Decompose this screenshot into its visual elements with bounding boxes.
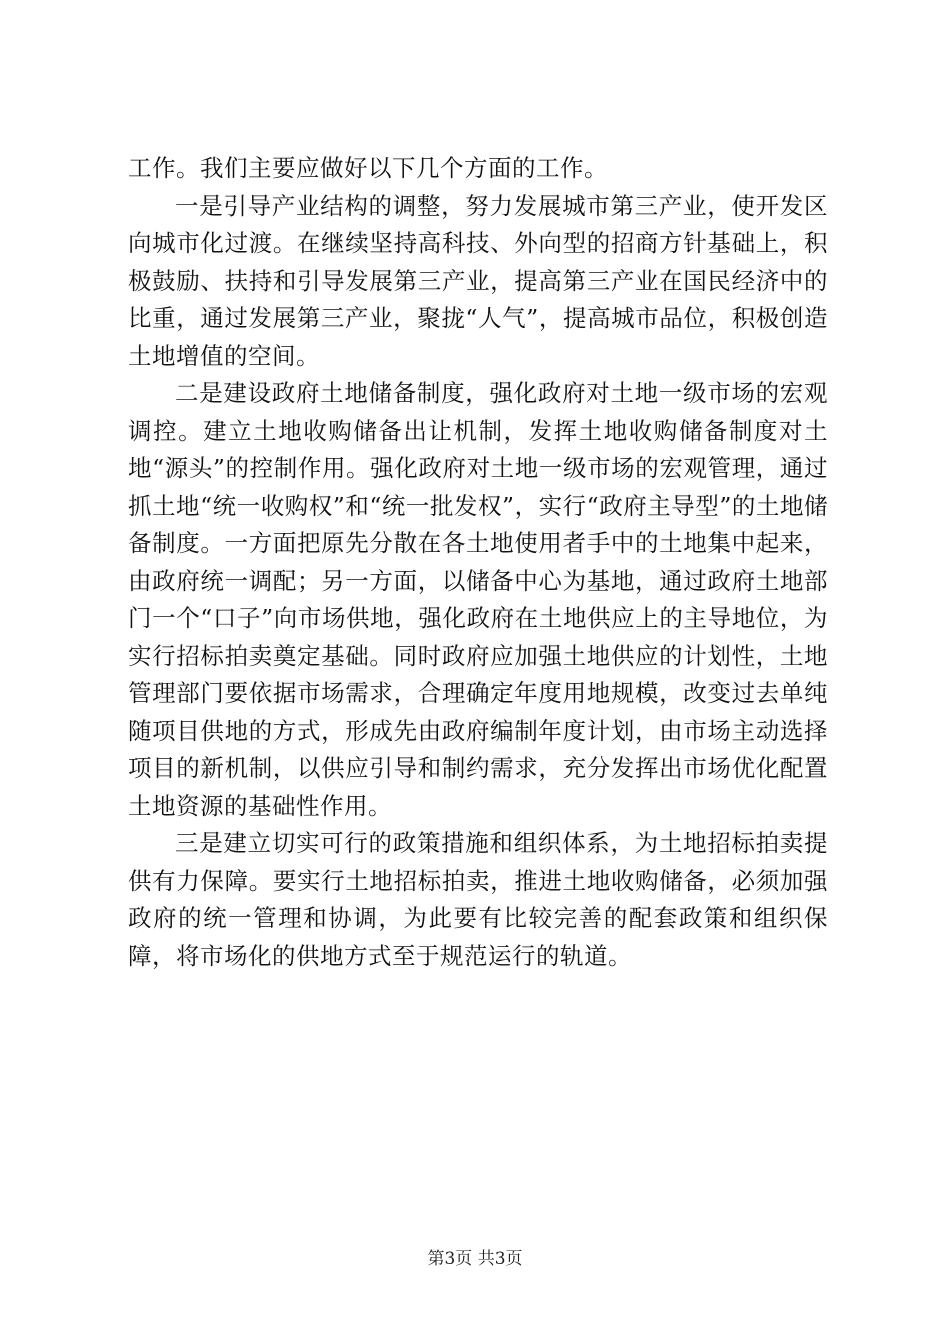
- paragraph-point-two: 二是建设政府土地储备制度，强化政府对土地一级市场的宏观调控。建立土地收购储备出让机制，发挥土地收购储备制度对土地“源头”的控制作用。强化政府对土地一级市场的宏观管理，通过抓土地“统一收购权”和“统一批发权”，实行“政府主导型”的土地储备制度。一方面把原先分散在各土地使用者手中的土地集中起来，由政府统一调配；另一方面，以储备中心为基地，通过政府土地部门一个“口子”向市场供地，强化政府在土地供应上的主导地位，为实行招标拍卖奠定基础。同时政府应加强土地供应的计划性，土地管理部门要依据市场需求，合理确定年度用地规模，改变过去单纯随项目供地的方式，形成先由政府编制年度计划，由市场主动选择项目的新机制，以供应引导和制约需求，充分发挥出市场优化配置土地资源的基础性作用。: [128, 379, 828, 820]
- document-body: [128, 150, 828, 975]
- page-number-footer: 第3页 共3页: [427, 1249, 523, 1269]
- paragraph-point-one: 一是引导产业结构的调整，努力发展城市第三产业，使开发区向城市化过渡。在继续坚持高科技、外向型的招商方针基础上，积极鼓励、扶持和引导发展第三产业，提高第三产业在国民经济中的比重，通过发展第三产业，聚拢“人气”，提高城市品位，积极创造土地增值的空间。: [128, 191, 828, 370]
- paragraph-point-three: 三是建立切实可行的政策措施和组织体系，为土地招标拍卖提供有力保障。要实行土地招标拍卖，推进土地收购储备，必须加强政府的统一管理和协调，为此要有比较完善的配套政策和组织保障，将市场化的供地方式至于规范运行的轨道。: [128, 829, 828, 970]
- paragraph-continuation: 工作。我们主要应做好以下几个方面的工作。: [128, 154, 608, 182]
